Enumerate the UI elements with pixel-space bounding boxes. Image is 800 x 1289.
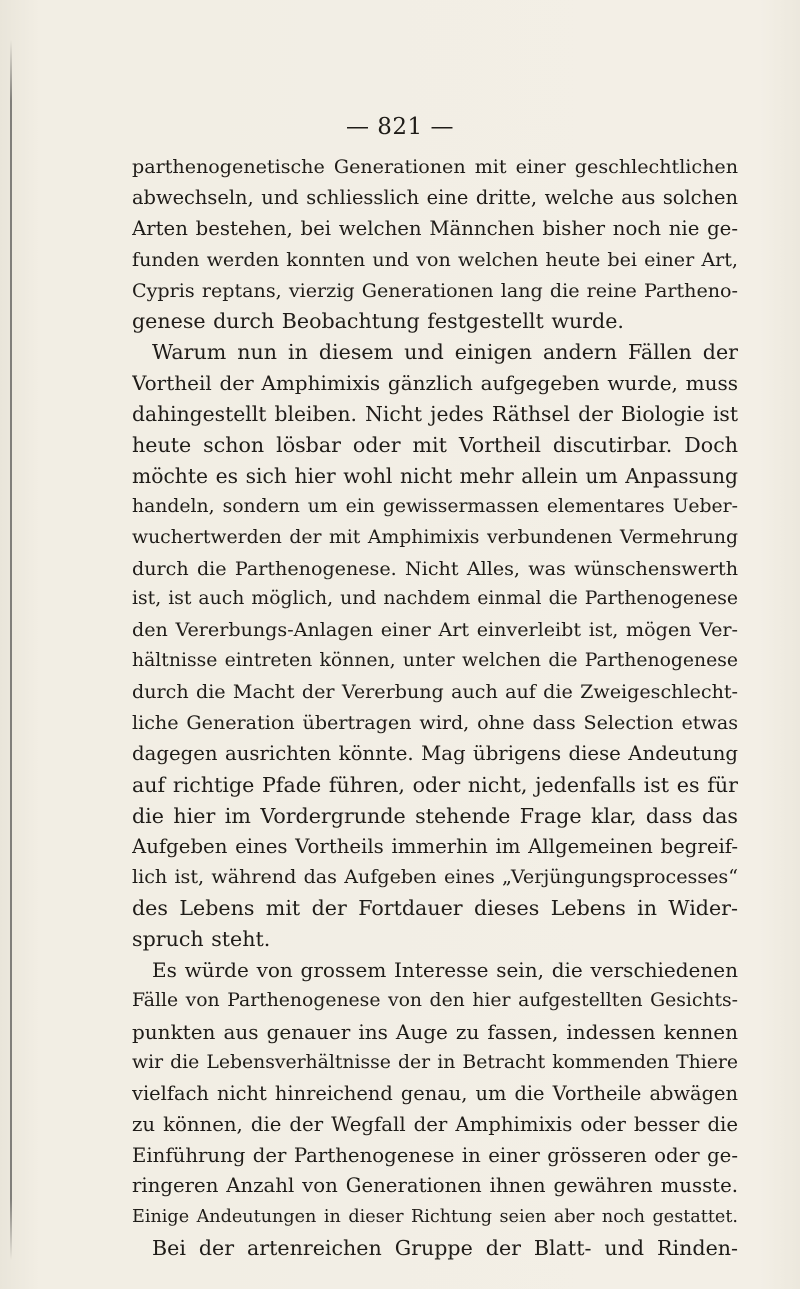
- text-line: dahingestellt bleiben. Nicht jedes Räthsel der Biologie ist: [132, 402, 738, 427]
- text-line: ist, ist auch möglich, und nachdem einmal die Parthenogenese: [132, 588, 738, 610]
- text-line: heute schon lösbar oder mit Vortheil discutirbar. Doch: [132, 433, 738, 458]
- text-line: des Lebens mit der Fortdauer dieses Lebens in Wider-: [132, 896, 738, 921]
- text-line: handeln, sondern um ein gewissermassen elementares Ueber-: [132, 495, 738, 517]
- text-line: durch die Macht der Vererbung auch auf die Zweigeschlecht-: [132, 680, 738, 704]
- text-line: wuchertwerden der mit Amphimixis verbundenen Vermehrung: [132, 526, 738, 548]
- text-line: punkten aus genauer ins Auge zu fassen, indessen kennen: [132, 1019, 738, 1044]
- text-line: parthenogenetische Generationen mit einer geschlechtlichen: [132, 155, 738, 178]
- body-text: [132, 152, 738, 1264]
- text-line: liche Generation übertragen wird, ohne dass Selection etwas: [132, 711, 738, 735]
- text-line: genese durch Beobachtung festgestellt wurde.: [132, 309, 624, 334]
- text-line: möchte es sich hier wohl nicht mehr allein um Anpassung: [132, 463, 738, 488]
- text-line: Einführung der Parthenogenese in einer grösseren oder ge-: [132, 1143, 738, 1167]
- text-line: Warum nun in diesem und einigen andern Fällen der: [152, 340, 738, 365]
- text-line: wir die Lebensverhältnisse der in Betracht kommenden Thiere: [132, 1051, 738, 1073]
- text-line: abwechseln, und schliesslich eine dritte, welche aus solchen: [132, 185, 738, 209]
- text-line: Es würde von grossem Interesse sein, die verschiedenen: [152, 958, 738, 983]
- text-line: den Vererbungs-Anlagen einer Art einverleibt ist, mögen Ver-: [132, 618, 738, 642]
- text-line: zu können, die der Wegfall der Amphimixis oder besser die: [132, 1112, 738, 1136]
- text-line: dagegen ausrichten könnte. Mag übrigens diese Andeutung: [132, 741, 738, 765]
- text-line: Arten bestehen, bei welchen Männchen bisher noch nie ge-: [132, 216, 738, 240]
- text-line: hältnisse eintreten können, unter welchen die Parthenogenese: [132, 650, 738, 672]
- text-line: Einige Andeutungen in dieser Richtung seien aber noch gestattet.: [132, 1207, 738, 1228]
- text-line: Fälle von Parthenogenese von den hier aufgestellten Gesichts-: [132, 990, 738, 1012]
- text-line: die hier im Vordergrunde stehende Frage klar, dass das: [132, 803, 738, 828]
- text-line: vielfach nicht hinreichend genau, um die Vortheile abwägen: [132, 1081, 738, 1105]
- text-line: Cypris reptans, vierzig Generationen lang die reine Partheno-: [132, 278, 738, 302]
- text-line: Aufgeben eines Vortheils immerhin im Allgemeinen begreif-: [132, 834, 738, 858]
- text-line: auf richtige Pfade führen, oder nicht, jedenfalls ist es für: [132, 772, 738, 797]
- text-line: funden werden konnten und von welchen heute bei einer Art,: [132, 247, 738, 271]
- page-number: — 821 —: [345, 114, 455, 140]
- text-line: spruch steht.: [132, 927, 271, 952]
- text-line: lich ist, während das Aufgeben eines „Verjüngungsprocesses“: [132, 865, 738, 889]
- text-line: Vortheil der Amphimixis gänzlich aufgegeben wurde, muss: [132, 371, 738, 396]
- binding-edge: [10, 40, 12, 1260]
- text-line: ringeren Anzahl von Generationen ihnen gewähren musste.: [132, 1174, 738, 1198]
- text-line: Bei der artenreichen Gruppe der Blatt- und Rinden-: [152, 1236, 738, 1261]
- text-line: durch die Parthenogenese. Nicht Alles, was wünschenswerth: [132, 556, 738, 580]
